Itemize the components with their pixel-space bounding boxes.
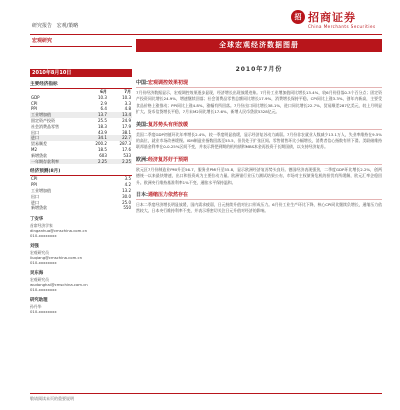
analyst-detail: 宏观研究员 (30, 250, 49, 256)
indicator-value: 4.8 (124, 106, 131, 112)
section-title: 通缩压力依然存在 (148, 192, 189, 199)
indicator-name: 出口 (31, 129, 39, 135)
logo-name: 招商证券 (308, 11, 356, 24)
analyst-card (30, 271, 132, 292)
sidebar-section-label: 宏观研究 (30, 37, 132, 47)
indicator-value: 43.9 (97, 129, 107, 135)
analyst-name: 吴东海 (30, 271, 44, 277)
indicator-value: 2.9 (100, 100, 107, 106)
indicator-value: 25.5 (97, 117, 107, 123)
indicator-name: 新增贷款 (31, 152, 47, 158)
report-title: 全球宏观经济数据图册 (136, 39, 382, 52)
analyst-detail: 首席经济学家 (30, 223, 53, 229)
indicator-name: 贸易顺差 (31, 141, 47, 147)
indicator-name: 社会消费品零售 (31, 123, 59, 129)
header-divider (30, 34, 382, 35)
forecast-title: 经济预测(8月) (30, 168, 132, 176)
analyst-detail: 010-xxxxxxxx (30, 309, 57, 315)
forecast-value: 550 (123, 205, 131, 211)
main-content (136, 39, 382, 215)
section-heading (136, 157, 382, 165)
indicators-title: 主要经济指标 (30, 81, 132, 89)
analyst-detail: 孙丹华 (30, 304, 42, 310)
indicator-value: 13.4 (108, 112, 132, 118)
indicator-name: 一年期存款利率 (30, 159, 84, 165)
section-heading (136, 122, 382, 130)
section-body: 日本二季度经济增长明显放缓，国内需求疲弱，日元持续升值对出口形成压力。6月份工业生产环比下降，核心CPI同比继续负增长，通缩压力依然较大。日本央行维持利率不变，并表示将密切关注日元升值对经济的影响。 (136, 202, 383, 214)
indicators-table (30, 89, 132, 164)
report-category: 宏观/策略 (56, 23, 79, 29)
analyst-detail[interactable]: liuqiang@cmschina.com.cn (30, 255, 82, 261)
analyst-list (30, 217, 132, 314)
indicator-name: CPI (31, 100, 38, 106)
header-tags (32, 22, 78, 29)
forecast-table (30, 176, 132, 211)
section-heading (136, 192, 382, 200)
indicator-value: 200.2 (95, 141, 107, 147)
indicator-name: 进口 (30, 135, 84, 141)
indicator-value: 3.3 (124, 100, 131, 106)
indicator-value: 603 (99, 152, 107, 158)
sidebar (30, 37, 132, 395)
section-heading (136, 80, 382, 88)
indicator-value: 17.6 (122, 146, 131, 152)
forecast-value: 4.2 (124, 182, 131, 188)
analyst-detail[interactable]: dinganhua@cmschina.com.cn (30, 228, 88, 234)
sections (136, 80, 382, 215)
indicator-value: 18.5 (97, 146, 107, 152)
forecast-row (30, 205, 132, 211)
forecast-value: 25.0 (122, 199, 131, 205)
section-region: 美国: (136, 121, 148, 128)
indicator-value: 13.7 (84, 112, 108, 118)
forecast-name: 新增贷款 (31, 205, 47, 211)
forecast-name: CPI (31, 176, 38, 182)
analyst-name: 丁安华 (30, 217, 44, 223)
analyst-name: 研究助理 (30, 298, 48, 304)
indicator-value: 18.3 (97, 123, 107, 129)
section-region: 中国: (136, 80, 148, 86)
analyst-card (30, 298, 132, 314)
analyst-detail: 010-xxxxxxxx (30, 233, 57, 239)
forecast-name: 工业增加值 (31, 187, 51, 193)
table-header-cell: 7月 (124, 89, 131, 94)
indicator-value: 24.9 (122, 117, 131, 123)
section-body: 7月份经济数据显示，宏观调控效果逐步显现，经济增长出现放缓迹象。7月份工业增加值同比增长13.4%，较6月份回落0.3个百分点；固定资产投资同比增长24.9%，增速继续回落；社会消费品零售总额同比增长17.9%，消费增长保持平稳。CPI同比上涨3.3%，创年内新高，主要受食品价格上涨推动；PPI同比上涨4.8%，涨幅有所回落。7月份出口同比增长38.1%，进口同比增长22.7%，贸易顺差287亿美元，较上月明显扩大。货币信贷增长平稳，7月末M2同比增长17.6%，新增人民币贷款5328亿元。 (136, 90, 382, 115)
section (136, 80, 382, 116)
indicator-value: 287.3 (119, 141, 131, 147)
section-body: 美国二季度GDP初值环比年率增长2.4%，较一季度明显放缓，显示经济复苏动力减弱。7月份非农就业人数减少13.1万人，失业率维持在9.5%的高位，就业市场改善缓慢。ISM制造业指数回落至55.5，但仍处于扩张区间。零售销售环比小幅增长，消费者信心指数有所下滑。美联储维持联邦基金利率在0-0.25%区间不变，并表示将把到期的机构债和MBS本金再投资于长期国债，以支持经济复苏。 (136, 131, 382, 150)
forecast-value: 13.2 (122, 187, 131, 193)
forecast-name: PPI (31, 182, 38, 188)
indicator-value: 34.1 (84, 135, 108, 141)
indicator-name: M2 (31, 146, 37, 152)
forecast-value: 3.5 (124, 176, 131, 182)
analyst-detail: 宏观研究员 (30, 277, 49, 283)
section-body: 欧元区7月份制造业PMI升至56.7，服务业PMI升至55.8，显示欧洲经济复苏势头良好。德国经济表现强劲，二季度GDP环比增长2.2%，创两德统一以来最快增速，出口和投资成为主要拉动力量。欧洲银行业压力测试结果公布，市场对主权债务危机的担忧有所缓解，欧元汇率企稳回升。欧洲央行维持基准利率1%不变，通胀水平保持温和。 (136, 166, 382, 185)
section-title: 宏观调控效果初现 (148, 80, 189, 86)
table-row (30, 159, 132, 165)
forecast-name: 进口 (31, 199, 39, 205)
indicator-name: PPI (31, 106, 38, 112)
indicator-value: 2.25 (108, 159, 132, 165)
section-title: 经济复苏好于预期 (148, 156, 189, 163)
table-header-cell: 6月 (100, 89, 107, 94)
footer-divider (30, 393, 382, 394)
indicator-value: 6.4 (100, 106, 107, 112)
report-period: 2010年7月份 (235, 66, 283, 73)
indicator-name: 固定资产投资 (31, 117, 55, 123)
analyst-detail[interactable]: wudonghai@cmschina.com.cn (30, 282, 88, 288)
forecast-name: 出口 (31, 193, 39, 199)
analyst-detail: 010-xxxxxxxx (30, 260, 57, 266)
indicator-value: 22.7 (108, 135, 132, 141)
logo-name-en: China Merchants Securities (308, 24, 376, 29)
indicator-value: 2.25 (84, 159, 108, 165)
indicator-value: 10.3 (122, 94, 131, 100)
indicator-name: GDP (31, 94, 40, 100)
indicator-value: 10.3 (97, 94, 107, 100)
section (136, 157, 382, 186)
indicator-value: 17.9 (122, 123, 131, 129)
indicator-value: 533 (123, 152, 131, 158)
analyst-card (30, 217, 132, 238)
forecast-value: 30.0 (122, 193, 131, 199)
analyst-name: 刘强 (30, 244, 39, 250)
report-date: 2010年8月10日 (30, 69, 132, 77)
logo-icon: 招 (291, 10, 305, 24)
company-logo (291, 8, 381, 34)
indicator-name: 工业增加值 (30, 112, 84, 118)
analyst-detail: 010-xxxxxxxx (30, 287, 57, 293)
indicator-value: 38.1 (122, 129, 131, 135)
section-region: 日本: (136, 192, 148, 199)
report-type: 研究报告 (32, 23, 53, 29)
section-title: 复苏势头有所放缓 (148, 121, 189, 128)
analyst-card (30, 244, 132, 265)
section (136, 122, 382, 151)
footer-note: 敬请阅读末页的重要说明 (30, 396, 74, 401)
section-region: 欧洲: (136, 156, 148, 163)
section (136, 192, 382, 215)
